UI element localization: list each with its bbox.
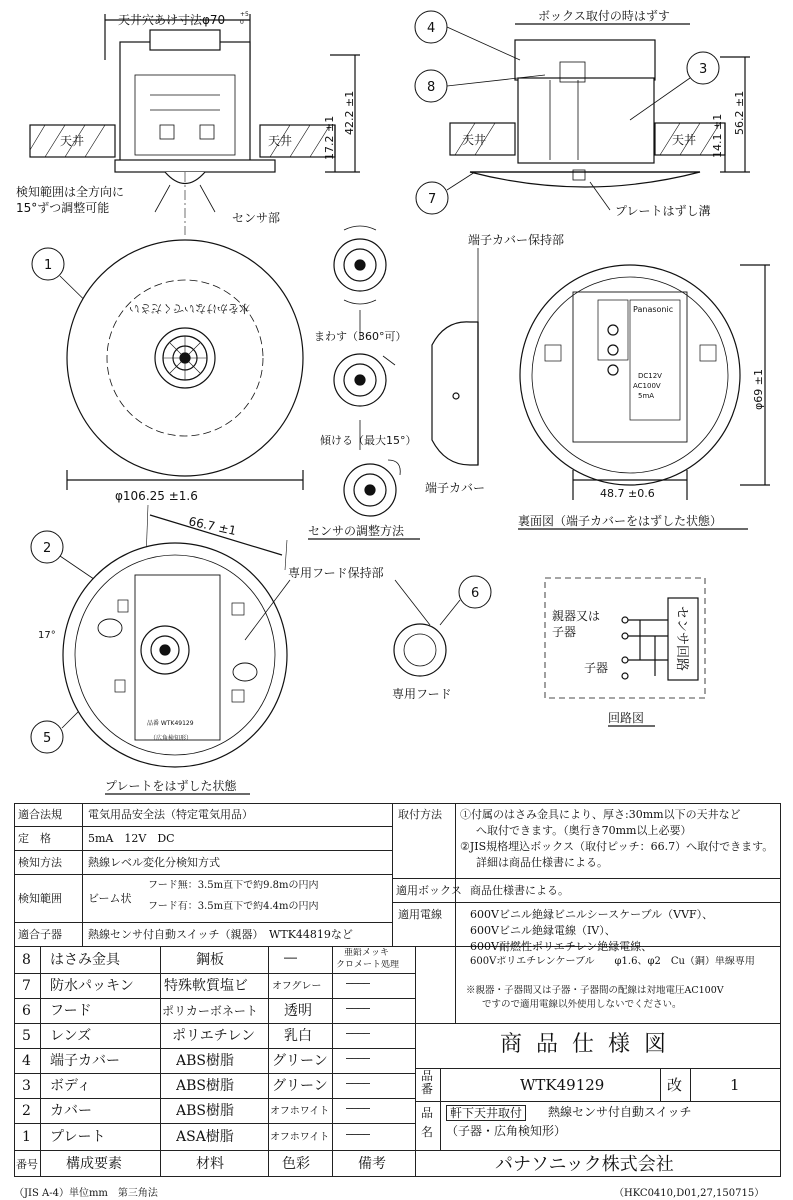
install-label: 取付方法 (398, 808, 442, 821)
spec-label: 検知範囲 (18, 892, 62, 905)
plate-groove: プレートはずし溝 (615, 204, 711, 218)
part-element: プレート (50, 1129, 106, 1145)
part-material: 特殊軟質塩ビ (164, 978, 248, 994)
part-material: ABS樹脂 (176, 1103, 234, 1119)
row-line (415, 1023, 781, 1024)
dim-48: 48.7 ±0.6 (600, 487, 655, 500)
part-remark: ──── (346, 1029, 371, 1040)
col-line (660, 1068, 661, 1101)
install-line-1: ①付属のはさみ金具により、厚さ:30mm以下の天井など (460, 808, 741, 821)
callout-3: 3 (699, 62, 708, 77)
company-name: パナソニック株式会社 (495, 1154, 674, 1175)
row-line (14, 973, 415, 974)
col-line (415, 946, 416, 1177)
header-color: 色彩 (282, 1156, 310, 1172)
part-color: グリーン (272, 1053, 328, 1069)
part-element: ボディ (50, 1078, 91, 1094)
callout-2: 2 (43, 541, 52, 556)
row-line (14, 874, 392, 875)
note-line-1: ※親器・子器間又は子器・子器間の配線は対地電圧AC100V (466, 985, 724, 996)
sensor-adjust (308, 226, 420, 539)
part-element: フード (50, 1003, 92, 1019)
name-label: 品名 (421, 1106, 434, 1139)
hood-label: 専用フード (392, 687, 452, 701)
dim-hole: 天井穴あけ寸法φ70 (118, 13, 226, 27)
part-no: 6 (22, 1003, 31, 1019)
callout-8: 8 (427, 80, 436, 95)
part-no: 3 (22, 1078, 31, 1094)
terminal-cover-view (425, 322, 485, 495)
part-remark: ──── (346, 979, 371, 990)
spec-value: 5mA 12V DC (88, 832, 175, 845)
part-material: ABS樹脂 (176, 1053, 234, 1069)
row-line (392, 902, 781, 903)
row-line (14, 1023, 415, 1024)
footer-left: （JIS A-4）単位mm 第三角法 (14, 1188, 158, 1199)
part-element: はさみ金具 (50, 952, 120, 968)
part-remark: クロメート処理 (336, 960, 400, 970)
adjust-rotate: まわす（360°可） (314, 330, 407, 343)
row-line (14, 826, 392, 827)
row-line (415, 1101, 781, 1102)
col-line (455, 803, 456, 1023)
col-line (40, 946, 41, 1177)
spec-label: 適合子器 (18, 928, 62, 941)
row-line (415, 1068, 781, 1069)
dim-hole-tol-top: +5 (240, 11, 249, 18)
spec-value: ビーム状 (88, 892, 132, 905)
header-no: 番号 (16, 1158, 38, 1171)
doc-title: 商品仕様図 (500, 1032, 681, 1057)
part-remark: ──── (346, 1004, 371, 1015)
detect-note-2: 15°ずつ調整可能 (16, 201, 110, 215)
angle-17: 17° (38, 630, 56, 641)
part-material: ポリエチレン (172, 1028, 256, 1044)
circuit-title: 回路図 (608, 711, 645, 725)
spec-value: 電気用品安全法（特定電気用品） (88, 808, 253, 821)
part-no: 2 (22, 1103, 31, 1119)
back-holder-label: 端子カバー保持部 (468, 233, 565, 247)
part-material: 鋼板 (196, 952, 224, 968)
row-line (14, 850, 392, 851)
circuit-parent: 親器又は (552, 609, 601, 623)
dim-14: 14.1 ±1 (711, 113, 724, 158)
back-title: 裏面図（端子カバーをはずした状態） (518, 514, 723, 528)
wire-label: 適用電線 (398, 908, 442, 921)
part-no: 5 (22, 1028, 31, 1044)
ceiling-label-left-2: 天井 (462, 133, 487, 147)
terminal-cover-label: 端子カバー (425, 481, 486, 495)
spec-label: 検知方法 (18, 856, 62, 869)
spec-label: 適合法規 (18, 808, 62, 821)
col-line (440, 1068, 441, 1150)
row-line (14, 946, 781, 947)
hood-holder-label: 専用フード保持部 (288, 566, 384, 580)
plate-text: 水をかけないでください (129, 302, 250, 315)
plate-removed-view (38, 505, 287, 794)
callout-1: 1 (44, 258, 53, 273)
row-line (14, 1150, 781, 1151)
col-line (392, 803, 393, 946)
part-element: 端子カバー (50, 1053, 120, 1069)
install-line-2: へ取付できます。（奥行き70mm以上必要） (476, 824, 692, 837)
callout-5: 5 (43, 731, 52, 746)
spec-label: 定 格 (18, 832, 51, 845)
row-line (14, 1098, 415, 1099)
install-line-3: ②JIS規格埋込ボックス（取付ピッチ：66.7）へ取付できます。 (460, 840, 774, 853)
part-remark: ──── (346, 1054, 371, 1065)
circuit-child: 子器 (584, 661, 609, 675)
rev-number: 1 (730, 1076, 740, 1094)
part-element: カバー (50, 1103, 92, 1119)
part-color: オフホワイト (270, 1106, 330, 1117)
part-remark: ──── (346, 1130, 371, 1141)
footer-right: （HKC0410,D01,27,150715） (614, 1188, 765, 1199)
part-color: ── (284, 952, 298, 965)
side-view-right (450, 8, 750, 218)
install-line-4: 詳細は商品仕様書による。 (476, 856, 608, 869)
col-line (332, 946, 333, 1177)
wire-line-1: 600Vビニル絶縁ビニルシースケーブル（VVF）、 (470, 908, 714, 921)
spec-value: 熱線レベル変化分検知方式 (88, 856, 220, 869)
col-line (690, 1068, 691, 1101)
callout-6: 6 (471, 586, 480, 601)
circuit-parent-2: 子器 (552, 625, 577, 639)
part-element: 防水パッキン (50, 978, 134, 994)
box-label: 適用ボックス (396, 884, 462, 897)
part-remark: ──── (346, 1079, 371, 1090)
part-material: ポリカーボネート (162, 1004, 258, 1018)
adjust-tilt: 傾ける（最大15°） (320, 434, 417, 447)
header-material: 材料 (196, 1156, 224, 1172)
col-line (160, 946, 161, 1177)
part-no: 8 (22, 952, 31, 968)
part-remark: 亜鉛メッキ (344, 948, 390, 958)
spec-sub: フード有：3.5m直下で約4.4mの円内 (148, 901, 319, 912)
name-line-1: 熱線センサ付自動スイッチ (548, 1105, 692, 1119)
spec-sub: フード無：3.5m直下で約9.8mの円内 (148, 880, 319, 891)
part-element: レンズ (50, 1028, 92, 1044)
dim-hole-tol-bottom: 0 (240, 19, 244, 26)
side-view-left (16, 11, 360, 235)
part-no: 7 (22, 978, 31, 994)
row-line (14, 1123, 415, 1124)
back-inner-2: AC100V (633, 382, 661, 390)
back-view (468, 232, 770, 529)
header-element: 構成要素 (66, 1156, 122, 1172)
wire-line-4: 600Vポリエチレンケーブル φ1.6、φ2 Cu（銅）単線専用 (470, 956, 755, 967)
adjust-title: センサの調整方法 (308, 524, 405, 538)
ceiling-label-left: 天井 (60, 134, 85, 148)
part-remark: ──── (346, 1104, 371, 1115)
part-color: グリーン (272, 1078, 328, 1094)
name-box: 軒下天井取付 (446, 1105, 526, 1121)
sensor-label: センサ部 (232, 211, 281, 225)
dim-17: 17.2 ±1 (323, 115, 336, 160)
part-color: オフグレー (272, 981, 322, 992)
part-label: 品番 (421, 1070, 434, 1096)
row-line (14, 1073, 415, 1074)
row-line (14, 998, 415, 999)
part-color: 乳白 (284, 1028, 312, 1044)
dim-56: 56.2 ±1 (733, 90, 746, 135)
part-color: 透明 (284, 1003, 312, 1019)
part-no: 1 (22, 1129, 31, 1145)
name-line-2: （子器・広角検知形） (446, 1124, 567, 1138)
back-inner-1: DC12V (638, 372, 662, 380)
spec-value: 熱線センサ付自動スイッチ（親器） WTK44819など (88, 928, 353, 941)
col-line (268, 946, 269, 1177)
circuit-sensor: センサ回路 (674, 606, 689, 672)
plate-sub: （広角検知形） (150, 735, 193, 742)
header-remark: 備考 (358, 1156, 386, 1172)
part-material: ABS樹脂 (176, 1078, 234, 1094)
wire-line-2: 600Vビニル絶縁電線（IV）、 (470, 924, 616, 937)
dim-66: 66.7 ±1 (187, 514, 238, 538)
dim-69: φ69 ±1 (752, 369, 765, 410)
plate-model: 品番 WTK49129 (147, 720, 194, 727)
box-note: ボックス取付の時はずす (538, 9, 670, 23)
part-color: オフホワイト (270, 1132, 330, 1143)
part-material: ASA樹脂 (176, 1129, 234, 1145)
dim-front-diameter: φ106.25 ±1.6 (115, 489, 198, 503)
rev-label: 改 (667, 1076, 683, 1094)
col-line (82, 803, 83, 946)
box-value: 商品仕様書による。 (470, 884, 569, 897)
note-line-2: ですので適用電線以外使用しないでください。 (482, 999, 682, 1010)
dim-42: 42.2 ±1 (343, 90, 356, 135)
front-view (67, 240, 303, 503)
wire-line-3: 600V耐燃性ポリエチレン絶縁電線、 (470, 940, 653, 953)
callout-7: 7 (428, 192, 437, 207)
row-line (14, 1048, 415, 1049)
row-line (392, 878, 781, 879)
callout-4: 4 (427, 21, 436, 36)
ceiling-label-right: 天井 (268, 134, 293, 148)
detect-note-1: 検知範囲は全方向に (16, 185, 125, 199)
plate-removed-title: プレートをはずした状態 (105, 779, 237, 793)
row-line (14, 922, 392, 923)
circuit-diagram (545, 578, 705, 726)
part-no: 4 (22, 1053, 31, 1069)
ceiling-label-right-2: 天井 (672, 133, 697, 147)
brand-label: Panasonic (633, 305, 674, 314)
part-number: WTK49129 (520, 1076, 605, 1094)
back-inner-3: 5mA (638, 392, 655, 400)
